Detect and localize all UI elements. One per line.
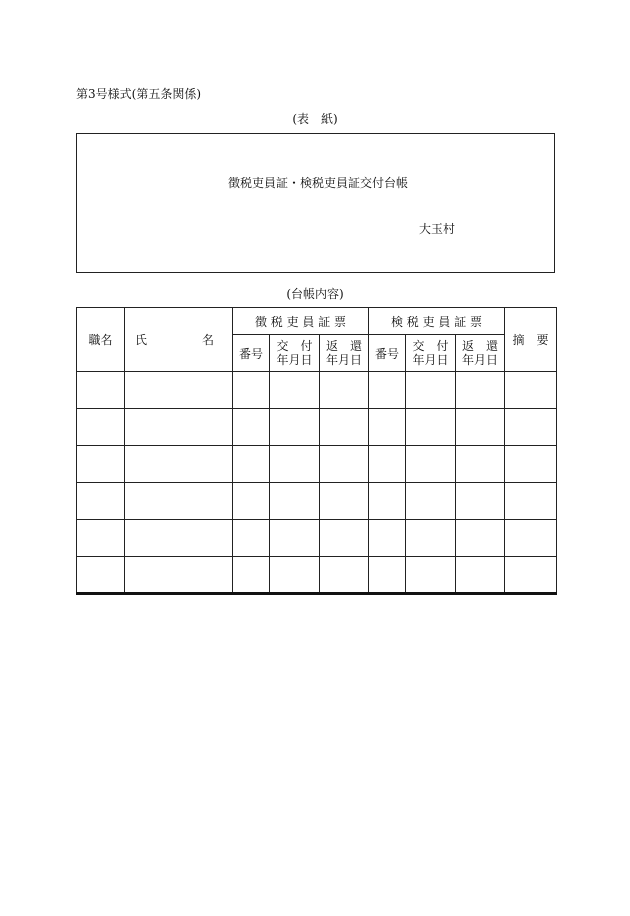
ledger-table [76, 307, 557, 595]
table-row [77, 520, 557, 557]
table-cell [406, 520, 456, 557]
header-inspection-return-line1: 返 還 [462, 339, 499, 353]
table-cell [505, 446, 557, 483]
table-cell [77, 520, 125, 557]
table-cell [369, 520, 406, 557]
table-cell [233, 409, 270, 446]
header-collection-return [320, 335, 369, 372]
header-name [125, 308, 233, 372]
table-cell [505, 557, 557, 594]
table-cell [320, 520, 369, 557]
table-row [77, 446, 557, 483]
header-name-given: 名 [201, 333, 214, 347]
header-collection-return-line1: 返 還 [326, 339, 363, 353]
table-cell [456, 483, 505, 520]
cover-box [76, 133, 555, 273]
table-cell [505, 520, 557, 557]
header-name-surname: 氏 [135, 333, 148, 347]
table-cell [77, 409, 125, 446]
header-inspection-issue-line1: 交 付 [412, 339, 449, 353]
table-cell [406, 372, 456, 409]
table-cell [369, 372, 406, 409]
table-cell [233, 446, 270, 483]
table-cell [456, 520, 505, 557]
table-cell [125, 557, 233, 594]
table-cell [369, 409, 406, 446]
table-cell [270, 372, 320, 409]
header-inspection-return-line2: 年月日 [462, 353, 499, 367]
table-cell [456, 372, 505, 409]
header-collection-issue-line2: 年月日 [276, 353, 313, 367]
ledger-section-label: (台帳内容) [286, 287, 344, 301]
header-summary: 摘 要 [505, 308, 557, 372]
cover-section-label: (表 紙) [292, 112, 338, 126]
table-cell [320, 372, 369, 409]
table-cell [320, 557, 369, 594]
table-cell [320, 483, 369, 520]
table-row [77, 409, 557, 446]
table-cell [456, 557, 505, 594]
table-cell [270, 446, 320, 483]
table-cell [369, 483, 406, 520]
table-cell [505, 409, 557, 446]
table-cell [406, 409, 456, 446]
header-collection-return-line2: 年月日 [326, 353, 363, 367]
header-inspection-issue [406, 335, 456, 372]
table-cell [270, 520, 320, 557]
table-cell [320, 409, 369, 446]
table-cell [456, 446, 505, 483]
table-row [77, 557, 557, 594]
table-cell [406, 557, 456, 594]
header-collection-issue-line1: 交 付 [276, 339, 313, 353]
table-cell [456, 409, 505, 446]
table-cell [505, 372, 557, 409]
table-cell [270, 409, 320, 446]
cover-title: 徴税吏員証・検税吏員証交付台帳 [228, 176, 409, 190]
table-cell [125, 372, 233, 409]
table-cell [77, 483, 125, 520]
header-collection-id-group: 徴 税 吏 員 証 票 [233, 308, 369, 335]
header-inspection-issue-line2: 年月日 [412, 353, 449, 367]
header-collection-issue [270, 335, 320, 372]
table-cell [505, 483, 557, 520]
header-collection-number: 番号 [233, 335, 270, 372]
table-cell [77, 446, 125, 483]
table-cell [406, 483, 456, 520]
table-cell [125, 520, 233, 557]
table-row [77, 483, 557, 520]
table-cell [233, 372, 270, 409]
table-cell [406, 446, 456, 483]
table-cell [270, 483, 320, 520]
table-cell [125, 409, 233, 446]
table-cell [77, 372, 125, 409]
table-cell [369, 557, 406, 594]
header-inspection-return [456, 335, 505, 372]
table-cell [320, 446, 369, 483]
table-cell [233, 483, 270, 520]
table-cell [125, 483, 233, 520]
table-cell [233, 557, 270, 594]
header-job-title: 職名 [77, 308, 125, 372]
table-cell [270, 557, 320, 594]
form-number-label: 第3号様式(第五条関係) [76, 87, 201, 101]
table-cell [233, 520, 270, 557]
header-inspection-number: 番号 [369, 335, 406, 372]
table-cell [77, 557, 125, 594]
table-row [77, 372, 557, 409]
table-cell [369, 446, 406, 483]
table-cell [125, 446, 233, 483]
header-inspection-id-group: 検 税 吏 員 証 票 [369, 308, 505, 335]
village-name: 大玉村 [419, 222, 456, 236]
